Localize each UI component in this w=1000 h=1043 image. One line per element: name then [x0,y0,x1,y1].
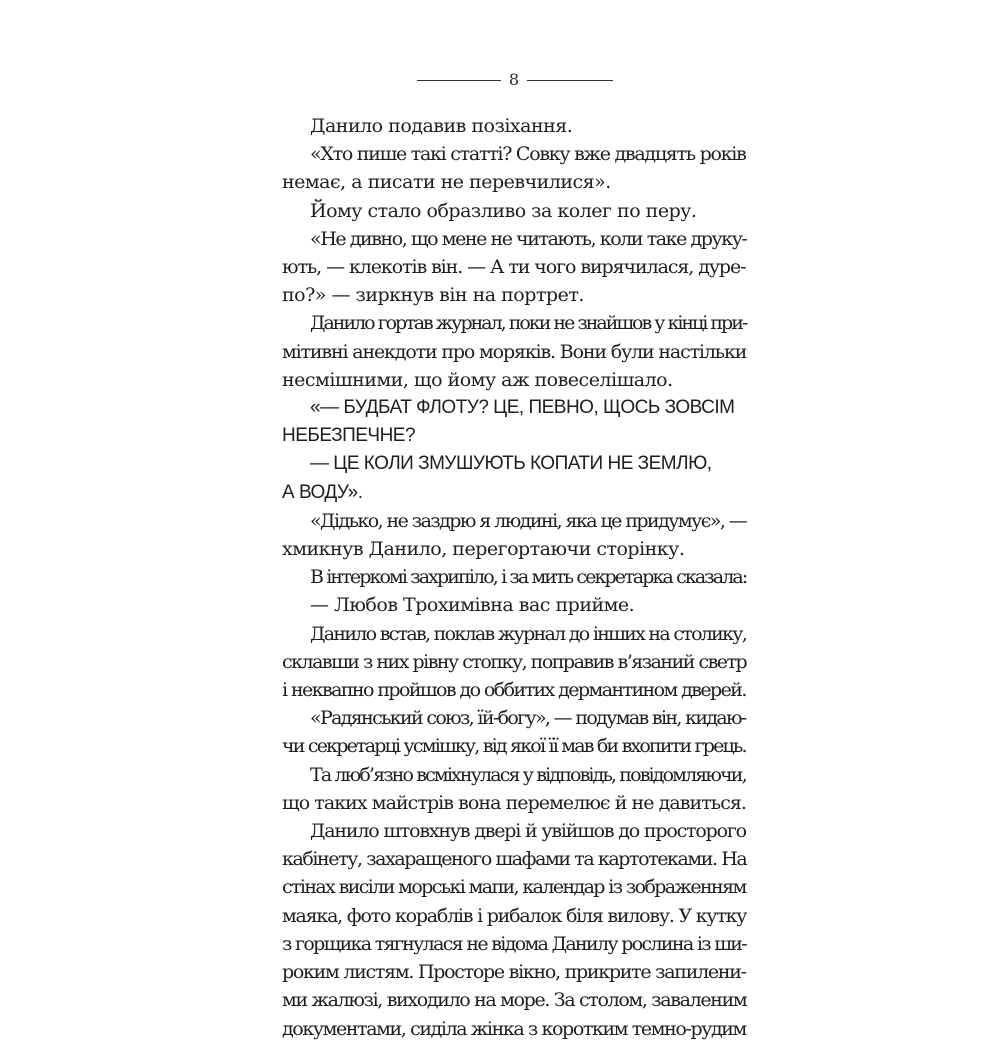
text-line: по?» — зиркнув він на портрет. [282,284,584,307]
text-line: немає, а писати не перевчилися». [282,171,611,194]
body-text [282,112,746,1043]
text-line-caps: НЕБЕЗПЕЧНЕ? [282,425,416,447]
text-line: несмішними, що йому аж повеселішало. [282,368,673,391]
text-line-caps: — ЦЕ КОЛИ ЗМУШУЮТЬ КОПАТИ НЕ ЗЕМЛЮ, [310,453,712,475]
text-line: «Не дивно, що мене не читають, коли таке друку- [310,227,747,250]
page-number: 8 [508,70,520,89]
text-line: ми жалюзі, виходило на море. За столом, заваленим [282,989,747,1012]
text-line: документами, сиділа жінка з коротким темно-рудим [282,1017,746,1040]
text-line: кабінету, захаращеного шафами та картотеками. На [282,848,747,871]
text-line: «Радянський союз, їй-богу», — подумав він, кидаю- [310,707,746,730]
text-line: Данило штовхнув двері й увійшов до просторого [310,820,746,843]
header-rule-right [527,80,613,81]
text-line: що таких майстрів вона перемелює й не давиться. [282,791,747,814]
text-line: Та люб’язно всміхнулася у відповідь, повідомляючи, [310,763,746,786]
text-line: «Хто пише такі статті? Совку вже двадцять років [310,143,746,166]
text-line: чи секретарці усмішку, від якої її мав би вхопити грець. [282,735,746,758]
text-line: склавши з них рівну стопку, поправив в’язаний светр [282,650,747,673]
text-line: ють, — клекотів він. — А ти чого вирячилася, дуре- [282,256,746,279]
text-line-caps: А ВОДУ». [282,481,363,503]
text-line: Данило подавив позіхання. [310,115,573,137]
page-header [0,66,1000,96]
text-line: стінах висіли морські мапи, календар із зображенням [282,876,746,899]
text-line: маяка, фото кораблів і рибалок біля вилову. У кутку [282,904,747,927]
text-line: Данило гортав журнал, поки не знайшов у кінці при- [310,312,747,335]
text-line: Йому стало образливо за колег по перу. [310,199,697,222]
text-line: і неквапно пройшов до оббитих дермантином дверей. [282,679,746,702]
text-line: роким листям. Просторе вікно, прикрите запилени- [282,961,746,984]
text-line: мітивні анекдоти про моряків. Вони були настільки [282,340,747,363]
text-line: з горщика тягнулася не відома Данилу рослина із ши- [282,932,747,955]
text-line: — Любов Трохимівна вас прийме. [310,594,635,617]
text-line: В інтеркомі захрипіло, і за мить секретарка сказала: [310,566,747,589]
text-line: «Дідько, не заздрю я людині, яка це придумує», — [310,509,747,532]
text-line: хмикнув Данило, перегортаючи сторінку. [282,538,685,561]
text-line: Данило встав, поклав журнал до інших на столику, [310,622,747,645]
header-rule-left [417,80,501,81]
text-line-caps: «— БУДБАТ ФЛОТУ? ЦЕ, ПЕВНО, ЩОСЬ ЗОВСІМ [310,397,735,419]
